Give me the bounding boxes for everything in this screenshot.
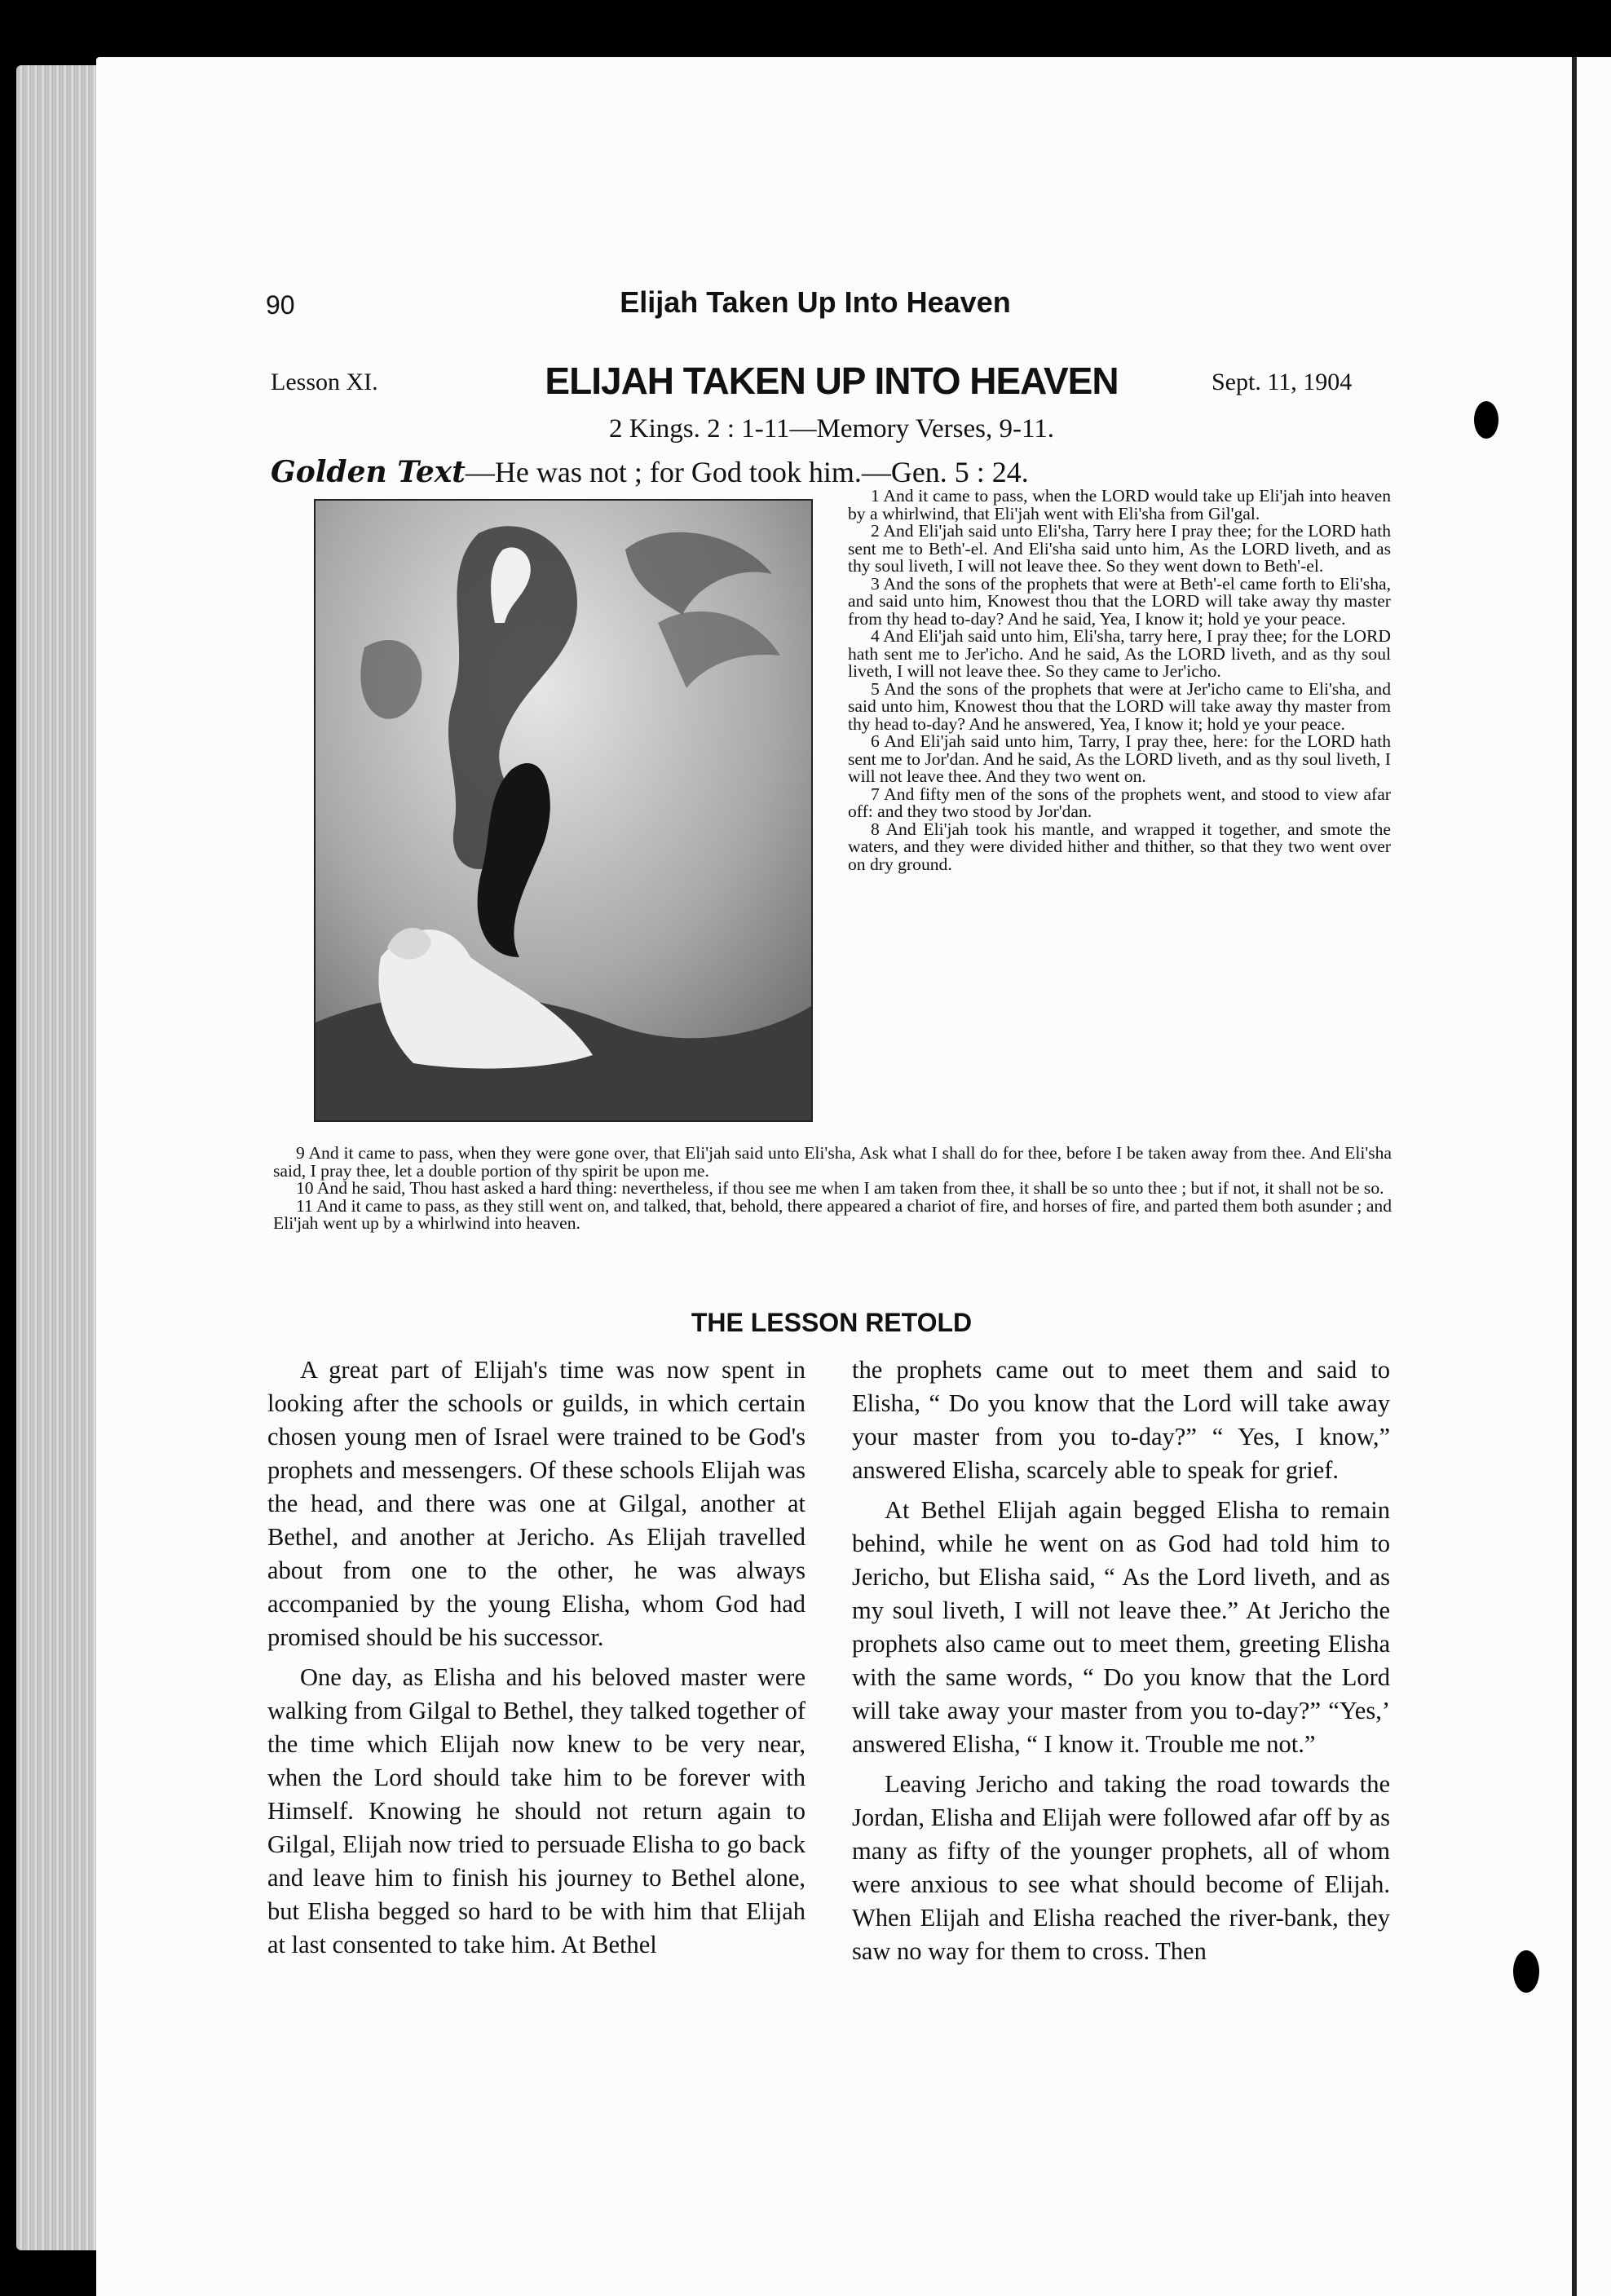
- golden-text-label: Golden Text: [271, 455, 466, 489]
- verse: 5 And the sons of the prophets that were at Jer'icho came to Eli'sha, and said unto him, Knowest thou that the LORD will take away thy master from thy head to-day? And he answered, Yea, I know it; hold ye your peace.: [848, 678, 1391, 734]
- verse: 6 And Eli'jah said unto him, Tarry, I pray thee, here: for the LORD hath sent me to Jor'dan. And he said, As the LORD liveth, and as thy soul liveth, I will not leave thee. And they two went on.: [848, 731, 1391, 786]
- verse: 7 And fifty men of the sons of the prophets went, and stood to view afar off: and they two stood by Jor'dan.: [848, 784, 1391, 821]
- page-number: 90: [266, 290, 295, 320]
- verse: 1 And it came to pass, when the LORD would take up Eli'jah into heaven by a whirlwind, that Eli'jah went with Eli'sha from Gil'gal.: [848, 486, 1391, 523]
- retold-column-left: [267, 1353, 806, 1968]
- section-title: THE LESSON RETOLD: [691, 1308, 973, 1337]
- paragraph: A great part of Elijah's time was now spent in looking after the schools or guilds, in which certain chosen young men of Israel were trained to be God's prophets and messengers. Of these schools Elijah was the head, and there was one at Gilgal, another at Bethel, and another at Jericho. As Elijah travelled about from one to the other, he was always accompanied by the young Elisha, whom God had promised should be his successor.: [267, 1356, 806, 1651]
- golden-text: [271, 455, 1029, 489]
- retold-column-right: [852, 1353, 1390, 1975]
- elijah-illustration: [314, 499, 813, 1122]
- paragraph: One day, as Elisha and his beloved master were walking from Gilgal to Bethel, they talked together of the time which Elijah now knew to be very near, when the Lord should take him to be forever with Himself. Knowing he should not return again to Gilgal, Elijah now tried to persuade Elisha to go back and leave him to finish his journey to Bethel alone, but Elisha begged so hard to be with him that Elijah at last consented to take him. At Bethel: [267, 1663, 806, 1958]
- running-title: Elijah Taken Up Into Heaven: [620, 285, 1011, 319]
- verse: 9 And it came to pass, when they were gone over, that Eli'jah said unto Eli'sha, Ask what I shall do for thee, before I be taken away from thee. And Eli'sha said, I pray thee, let a double portion of thy spirit be upon me.: [273, 1143, 1392, 1181]
- verse: 2 And Eli'jah said unto Eli'sha, Tarry here I pray thee; for the LORD hath sent me to Beth'-el. And Eli'sha said unto him, As the LORD liveth, and as thy soul liveth, I will not leave thee. So they went down to Beth'-el.: [848, 521, 1391, 576]
- scripture-verses-side: [848, 488, 1391, 873]
- paragraph: At Bethel Elijah again begged Elisha to remain behind, while he went on as God had told him to Jericho, but Elisha said, “ As the Lord liveth, and as my soul liveth, I will not leave thee.” At Jericho the prophets also came out to meet them, greeting Elisha with the same words, “ Do you know that the Lord will take away your master from you to-day?” “Yes,’ answered Elisha, “ I know it. Trouble me not.”: [852, 1496, 1390, 1758]
- lesson-date: Sept. 11, 1904: [1212, 369, 1353, 395]
- paragraph: the prophets came out to meet them and said to Elisha, “ Do you know that the Lord will take away your master from you to-day?” “ Yes, I know,” answered Elisha, scarcely able to speak for grief.: [852, 1356, 1390, 1484]
- scripture-reference: 2 Kings. 2 : 1-11—Memory Verses, 9-11.: [609, 414, 1054, 444]
- golden-text-body: —He was not ; for God took him.—Gen. 5 : 24.: [465, 456, 1029, 488]
- verse: 8 And Eli'jah took his mantle, and wrapped it together, and smote the waters, and they were divided hither and thither, so that they two went over on dry ground.: [848, 819, 1391, 874]
- page-border-line: [1572, 57, 1577, 2296]
- lesson-number: Lesson XI.: [271, 369, 378, 395]
- verse: 11 And it came to pass, as they still went on, and talked, that, behold, there appeared a chariot of fire, and horses of fire, and parted them both asunder ; and Eli'jah went up by a whirlwind into heaven.: [273, 1195, 1392, 1233]
- verse: 4 And Eli'jah said unto him, Eli'sha, tarry here, I pray thee; for the LORD hath sent me to Jer'icho. And he said, As the LORD liveth, and as thy soul liveth, I will not leave thee. So they came to Jer'icho.: [848, 626, 1391, 681]
- scripture-verses-full: [273, 1145, 1392, 1233]
- verse: 10 And he said, Thou hast asked a hard thing: nevertheless, if thou see me when I am taken from thee, it shall be so unto thee ; but if not, it shall not be so.: [296, 1178, 1384, 1198]
- paragraph: Leaving Jericho and taking the road towards the Jordan, Elisha and Elijah were followed afar off by as many as fifty of the younger prophets, all of whom were anxious to see what should become of Elijah. When Elijah and Elisha reached the river-bank, they saw no way for them to cross. Then: [852, 1770, 1390, 1965]
- book-page-edges: [16, 65, 98, 2250]
- verse: 3 And the sons of the prophets that were at Beth'-el came forth to Eli'sha, and said unto him, Knowest thou that the LORD will take away thy master from thy head to-day? And he said, Yea, I know it; hold ye your peace.: [848, 573, 1391, 629]
- margin-punch-mark: [1513, 1950, 1539, 1993]
- margin-punch-mark: [1474, 401, 1498, 439]
- lesson-title: ELIJAH TAKEN UP INTO HEAVEN: [545, 360, 1119, 402]
